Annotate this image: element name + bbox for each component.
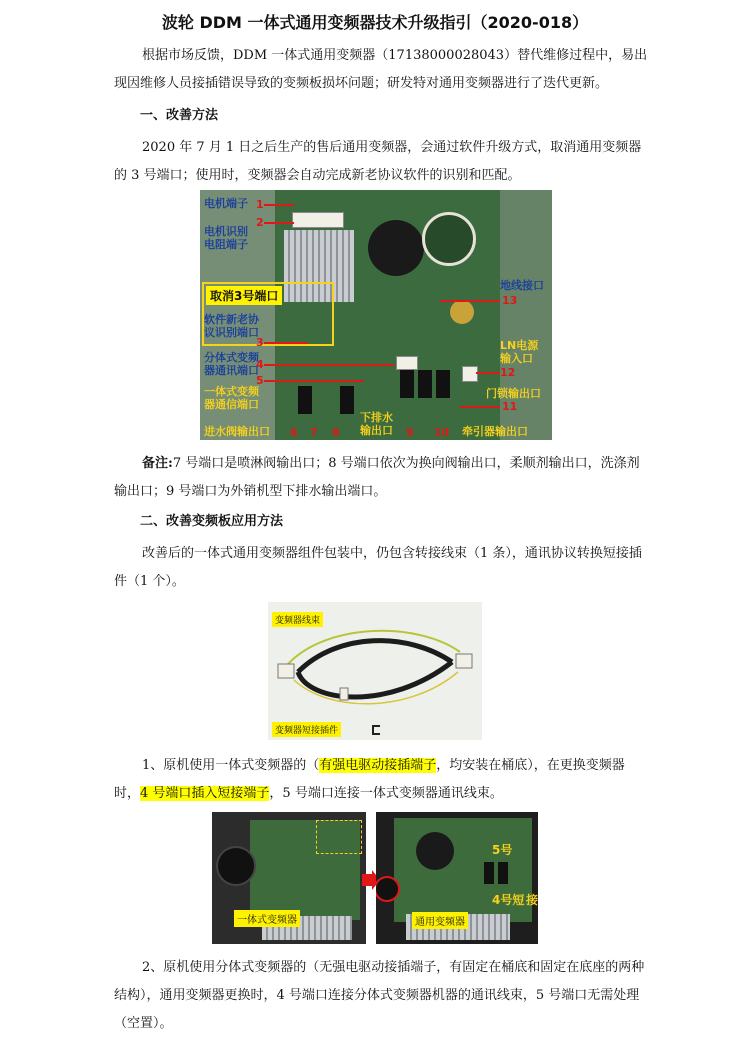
label-traction: 牵引器输出口 [462,425,528,438]
port-number-7: 7 [310,426,318,439]
label-port4-1: 4号短 [492,893,525,907]
short-plug-icon [370,725,384,735]
port-number-8: 8 [332,426,340,439]
port-number-3: 3 [256,336,264,349]
pointer-1 [264,204,294,206]
pointer-11 [460,406,500,408]
universal-capacitor [416,832,454,870]
step1-highlight-2: 4 号端口插入短接端子 [140,786,270,801]
label-integ-comm-1: 一体式变频 [204,385,259,398]
intro-paragraph: 根据市场反馈，DDM 一体式通用变频器（17138000028043）替代维修过程中，易出现因维修人员接插错误导致的变频板损坏问题；研发特对通用变频器进行了迭代更新。 [114,48,648,91]
tag-plug: 变频器短接插件 [272,722,341,737]
label-sw-id-1: 软件新老协 [204,313,259,326]
step1-paragraph [114,752,650,808]
label-inlet-valve: 进水阀输出口 [204,425,270,438]
cancel-port3-label: 取消3号端口 [206,286,282,305]
label-motor-id-2: 电阻端子 [204,238,248,251]
pointer-5 [264,380,364,382]
label-split-comm-1: 分体式变频 [204,351,259,364]
label-split-comm-2: 器通讯端口 [204,364,259,377]
port-number-10: 10 [434,426,450,439]
label-port4-2: 接 [526,893,538,907]
page-title: 波轮 DDM 一体式通用变频器技术升级指引（2020-018） [161,13,589,32]
port-number-11: 11 [502,400,518,413]
integrated-highlight-box [316,820,362,854]
port-number-1: 1 [256,198,264,211]
pointer-2 [264,222,294,224]
port-number-9: 9 [406,426,414,439]
port-number-12: 12 [500,366,516,379]
label-integ-comm-2: 器通信端口 [204,398,259,411]
tag-harness: 变频器线束 [272,612,323,627]
note-text: 7 号端口是喷淋阀输出口；8 号端口依次为换向阀输出口，柔顺剂输出口，洗涤剂输出口；9 号端口为外销机型下排水输出端口。 [114,456,640,499]
note-label: 备注: [142,456,173,471]
step1-highlight-1: 有强电驱动接插端子 [319,758,437,773]
motor-connector [292,212,344,228]
label-ln-1: LN电源 [500,339,539,352]
port-number-2: 2 [256,216,264,229]
pointer-13 [440,300,500,302]
relay-2 [418,370,432,398]
port-number-13: 13 [502,294,518,307]
port-number-5: 5 [256,374,264,387]
pointer-3 [264,342,308,344]
tag-integrated: 一体式变频器 [234,910,300,927]
step2-paragraph: 2、原机使用分体式变频器的（无强电驱动接插端子，有固定在桶底和固定在底座的两种结构），通用变频器更换时，4 号端口连接分体式变频器机器的通讯线束，5 号端口无需处理（空置）。 [114,960,645,1031]
note-paragraph [114,450,650,506]
section1-heading: 一、改善方法 [140,108,219,123]
integrated-inverter-photo [212,812,366,944]
port-number-6: 6 [290,426,298,439]
capacitor-large [368,220,424,276]
harness-photo [268,602,482,740]
label-door-lock: 门锁输出口 [486,387,541,400]
label-drain-2: 输出口 [360,424,393,437]
ln-connector [462,366,478,382]
inductor [422,212,476,266]
coil [450,300,474,324]
universal-relay-1 [484,862,494,884]
universal-inverter-photo [376,812,538,944]
label-drain-1: 下排水 [360,411,393,424]
label-sw-id-2: 议识别端口 [204,326,259,339]
relay-1 [400,370,414,398]
section2-paragraph: 改善后的一体式通用变频器组件包装中，仍包含转接线束（1 条），通讯协议转换短接插件（1 个）。 [114,546,642,589]
universal-relay-2 [498,862,508,884]
board-photo [200,190,552,440]
pointer-12 [476,372,500,374]
label-motor-id-1: 电机识别 [204,225,248,238]
relay-3 [436,370,450,398]
step1-text-b: ，均安装在桶底），在更换变频器时， [114,758,625,801]
label-ln-2: 输入口 [500,352,533,365]
integrated-capacitor [216,846,256,886]
tag-universal: 通用变频器 [412,912,468,929]
port-number-4: 4 [256,358,264,371]
pointer-4 [264,364,394,366]
label-ground: 地线接口 [500,279,544,292]
section1-paragraph: 2020 年 7 月 1 日之后生产的售后通用变频器，会通过软件升级方式，取消通用变频器的 3 号端口；使用时，变频器会自动完成新老协议软件的识别和匹配。 [114,140,642,183]
label-motor-terminal: 电机端子 [204,197,248,210]
label-port5: 5号 [492,843,513,857]
step1-text-c: ，5 号端口连接一体式变频器通讯线束。 [269,786,503,801]
section2-heading: 二、改善变频板应用方法 [140,514,284,529]
relay-5 [340,386,354,414]
step1-text-a: 1、原机使用一体式变频器的（ [142,758,320,773]
relay-4 [298,386,312,414]
comm-connector [396,356,418,370]
